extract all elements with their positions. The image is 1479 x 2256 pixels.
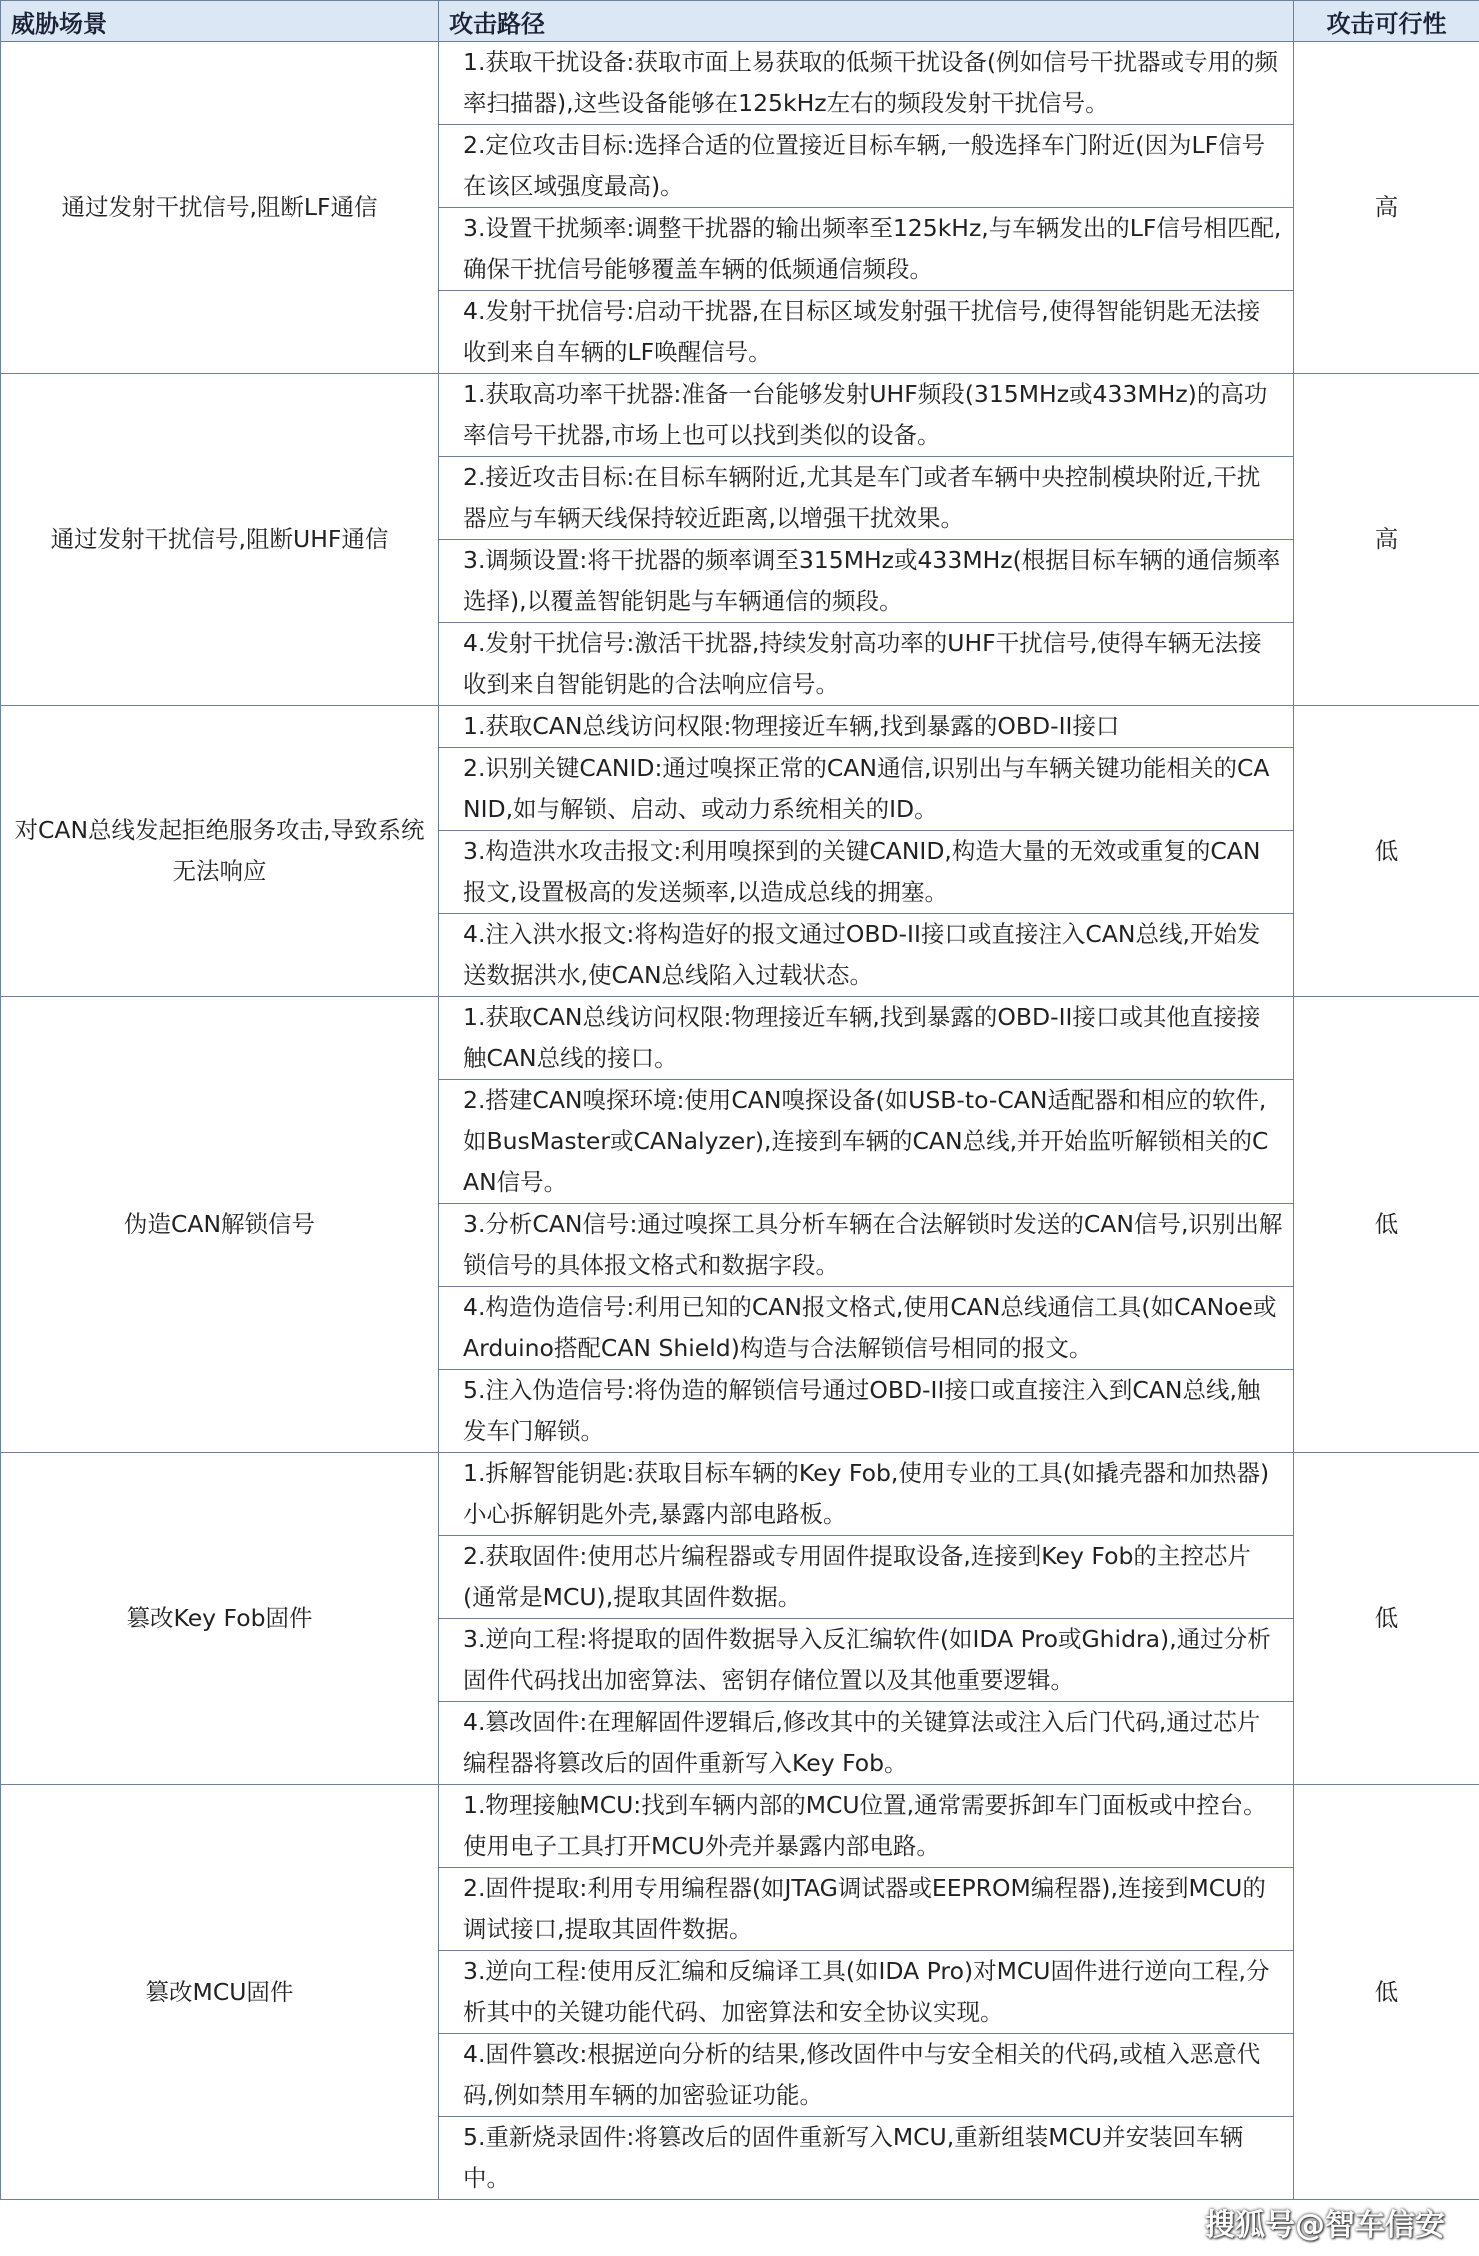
watermark: 搜狐号@智车信安 (1205, 2208, 1445, 2243)
attack-step: 3.逆向工程:使用反汇编和反编译工具(如IDA Pro)对MCU固件进行逆向工程,分析其中的关键功能代码、加密算法和安全协议实现。 (439, 1951, 1294, 2034)
threat-scene: 通过发射干扰信号,阻断UHF通信 (1, 374, 439, 706)
attack-feasibility: 低 (1294, 706, 1479, 997)
attack-feasibility: 低 (1294, 997, 1479, 1453)
attack-step: 1.获取CAN总线访问权限:物理接近车辆,找到暴露的OBD-II接口或其他直接接触CAN总线的接口。 (439, 997, 1294, 1080)
threat-scene: 通过发射干扰信号,阻断LF通信 (1, 42, 439, 374)
attack-step: 3.分析CAN信号:通过嗅探工具分析车辆在合法解锁时发送的CAN信号,识别出解锁信号的具体报文格式和数据字段。 (439, 1204, 1294, 1287)
attack-feasibility: 高 (1294, 42, 1479, 374)
attack-step: 3.逆向工程:将提取的固件数据导入反汇编软件(如IDA Pro或Ghidra),通过分析固件代码找出加密算法、密钥存储位置以及其他重要逻辑。 (439, 1619, 1294, 1702)
attack-step: 4.发射干扰信号:激活干扰器,持续发射高功率的UHF干扰信号,使得车辆无法接收到来自智能钥匙的合法响应信号。 (439, 623, 1294, 706)
attack-step: 2.获取固件:使用芯片编程器或专用固件提取设备,连接到Key Fob的主控芯片(通常是MCU),提取其固件数据。 (439, 1536, 1294, 1619)
attack-step: 1.获取CAN总线访问权限:物理接近车辆,找到暴露的OBD-II接口 (439, 706, 1294, 748)
attack-step: 2.搭建CAN嗅探环境:使用CAN嗅探设备(如USB-to-CAN适配器和相应的软件,如BusMaster或CANalyzer),连接到车辆的CAN总线,并开始监听解锁相关的CAN信号。 (439, 1080, 1294, 1204)
attack-feasibility: 低 (1294, 1453, 1479, 1785)
header-scene: 威胁场景 (1, 1, 439, 42)
threat-scene: 篡改Key Fob固件 (1, 1453, 439, 1785)
attack-step: 3.调频设置:将干扰器的频率调至315MHz或433MHz(根据目标车辆的通信频率选择),以覆盖智能钥匙与车辆通信的频段。 (439, 540, 1294, 623)
attack-step: 2.定位攻击目标:选择合适的位置接近目标车辆,一般选择车门附近(因为LF信号在该区域强度最高)。 (439, 125, 1294, 208)
attack-step: 2.接近攻击目标:在目标车辆附近,尤其是车门或者车辆中央控制模块附近,干扰器应与车辆天线保持较近距离,以增强干扰效果。 (439, 457, 1294, 540)
attack-feasibility: 低 (1294, 1785, 1479, 2200)
threat-scene: 篡改MCU固件 (1, 1785, 439, 2200)
attack-step: 2.识别关键CANID:通过嗅探正常的CAN通信,识别出与车辆关键功能相关的CANID,如与解锁、启动、或动力系统相关的ID。 (439, 748, 1294, 831)
table-header (1, 1, 1479, 42)
attack-step: 1.物理接触MCU:找到车辆内部的MCU位置,通常需要拆卸车门面板或中控台。使用电子工具打开MCU外壳并暴露内部电路。 (439, 1785, 1294, 1868)
attack-step: 4.发射干扰信号:启动干扰器,在目标区域发射强干扰信号,使得智能钥匙无法接收到来自车辆的LF唤醒信号。 (439, 291, 1294, 374)
attack-step: 3.构造洪水攻击报文:利用嗅探到的关键CANID,构造大量的无效或重复的CAN报文,设置极高的发送频率,以造成总线的拥塞。 (439, 831, 1294, 914)
attack-step: 2.固件提取:利用专用编程器(如JTAG调试器或EEPROM编程器),连接到MCU的调试接口,提取其固件数据。 (439, 1868, 1294, 1951)
attack-step: 1.获取干扰设备:获取市面上易获取的低频干扰设备(例如信号干扰器或专用的频率扫描器),这些设备能够在125kHz左右的频段发射干扰信号。 (439, 42, 1294, 125)
threat-scene: 伪造CAN解锁信号 (1, 997, 439, 1453)
header-row (1, 1, 1479, 42)
table-row (1, 1453, 1479, 1536)
threat-scene: 对CAN总线发起拒绝服务攻击,导致系统无法响应 (1, 706, 439, 997)
table-row (1, 706, 1479, 748)
attack-step: 4.构造伪造信号:利用已知的CAN报文格式,使用CAN总线通信工具(如CANoe或Arduino搭配CAN Shield)构造与合法解锁信号相同的报文。 (439, 1287, 1294, 1370)
table-row (1, 997, 1479, 1080)
attack-step: 1.获取高功率干扰器:准备一台能够发射UHF频段(315MHz或433MHz)的高功率信号干扰器,市场上也可以找到类似的设备。 (439, 374, 1294, 457)
attack-step: 4.注入洪水报文:将构造好的报文通过OBD-II接口或直接注入CAN总线,开始发送数据洪水,使CAN总线陷入过载状态。 (439, 914, 1294, 997)
attack-step: 4.篡改固件:在理解固件逻辑后,修改其中的关键算法或注入后门代码,通过芯片编程器将篡改后的固件重新写入Key Fob。 (439, 1702, 1294, 1785)
attack-step: 5.重新烧录固件:将篡改后的固件重新写入MCU,重新组装MCU并安装回车辆中。 (439, 2117, 1294, 2200)
table-row (1, 374, 1479, 457)
table-body (1, 42, 1479, 2200)
attack-step: 4.固件篡改:根据逆向分析的结果,修改固件中与安全相关的代码,或植入恶意代码,例如禁用车辆的加密验证功能。 (439, 2034, 1294, 2117)
attack-step: 3.设置干扰频率:调整干扰器的输出频率至125kHz,与车辆发出的LF信号相匹配,确保干扰信号能够覆盖车辆的低频通信频段。 (439, 208, 1294, 291)
table-row (1, 42, 1479, 125)
attack-step: 5.注入伪造信号:将伪造的解锁信号通过OBD-II接口或直接注入到CAN总线,触发车门解锁。 (439, 1370, 1294, 1453)
attack-feasibility: 高 (1294, 374, 1479, 706)
header-feasibility: 攻击可行性 (1294, 1, 1479, 42)
attack-step: 1.拆解智能钥匙:获取目标车辆的Key Fob,使用专业的工具(如撬壳器和加热器)小心拆解钥匙外壳,暴露内部电路板。 (439, 1453, 1294, 1536)
table-row (1, 1785, 1479, 1868)
header-attack-path: 攻击路径 (439, 1, 1294, 42)
